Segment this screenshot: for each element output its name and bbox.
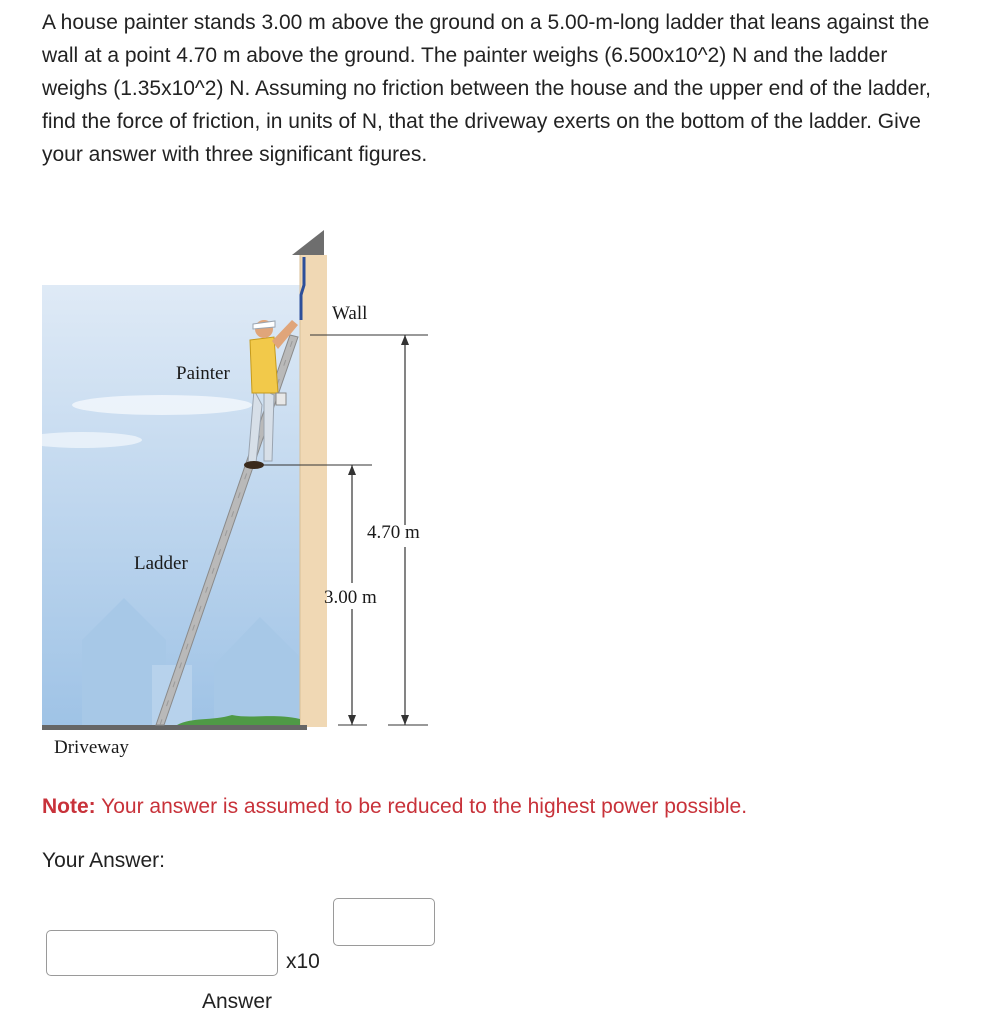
note-prefix: Note: [42, 795, 96, 818]
house-wall [300, 255, 327, 727]
note-text [42, 793, 747, 821]
wall-label: Wall [332, 303, 368, 324]
ladder-label: Ladder [134, 553, 188, 574]
note-body: Your answer is assumed to be reduced to the highest power possible. [95, 795, 748, 818]
driveway-label: Driveway [54, 737, 129, 758]
roof-eave [292, 230, 324, 255]
driveway-ground [42, 725, 307, 730]
times-ten-label: x10 [286, 950, 320, 973]
dim-3-00-label: 3.00 m [324, 587, 377, 608]
your-answer-label: Your Answer: [42, 849, 165, 872]
painter-label: Painter [176, 363, 230, 384]
ladder-diagram [42, 225, 462, 770]
answer-mantissa-input[interactable] [46, 930, 278, 976]
ladder-diagram-svg [42, 225, 462, 770]
answer-caption: Answer [202, 990, 273, 1013]
cloud [72, 395, 252, 415]
answer-exponent-input[interactable] [333, 898, 435, 946]
dim-4-70-label: 4.70 m [367, 522, 420, 543]
question-text: A house painter stands 3.00 m above the ground on a 5.00-m-long ladder that leans against the wall at a point 4.70 m above the ground. The painter weighs (6.500x10^2) N and the ladder weighs (1.35x10^2) N. Assuming no friction between the house and the upper end of the ladder, find the force of friction, in units of N, that the driveway exerts on the bottom of the ladder. Give your answer with three significant figures. [42, 11, 931, 166]
